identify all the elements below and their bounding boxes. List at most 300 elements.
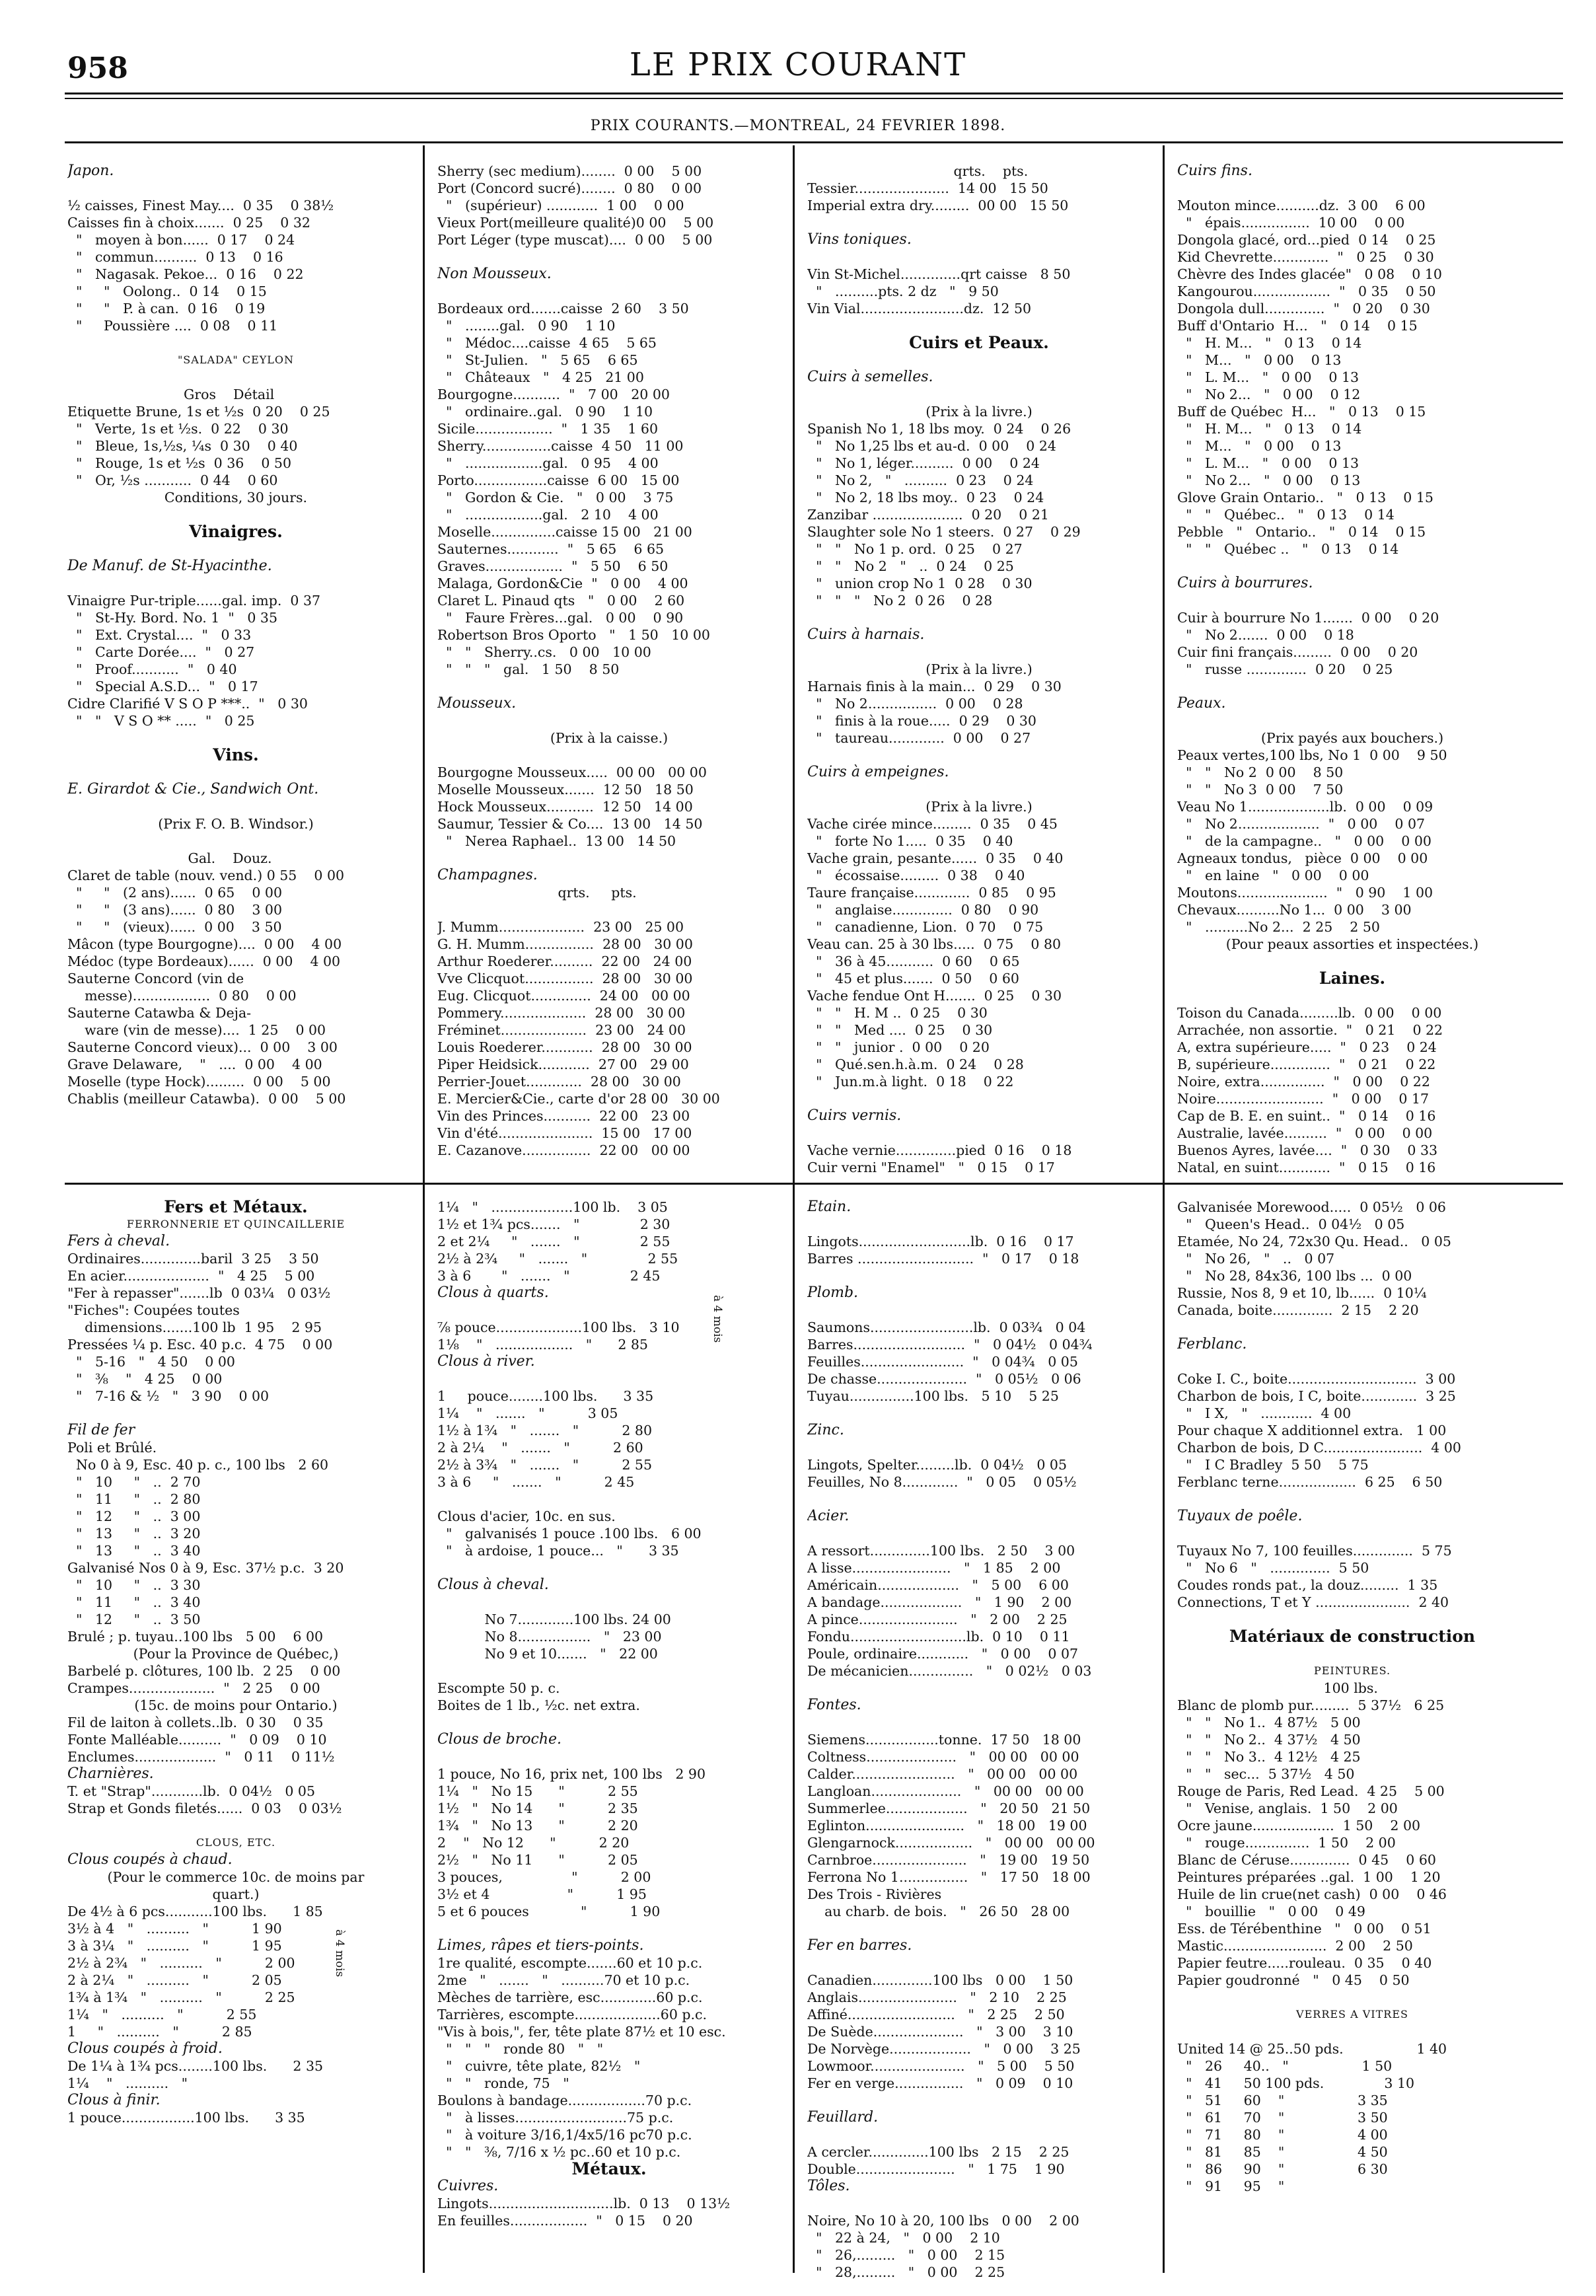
- price-list-dateline: PRIX COURANTS.—MONTREAL, 24 FEVRIER 1898.: [590, 118, 1006, 134]
- price-line: Coke I. C., boite.............................. 3 00: [1177, 1371, 1456, 1387]
- subsection-heading: Clous à cheval.: [437, 1576, 549, 1593]
- price-line: Pressées ¼ p. Esc. 40 p.c. 4 75 0 00: [67, 1337, 333, 1352]
- price-line: 2 à 2¼ " .......... " 2 05: [67, 1972, 282, 1988]
- price-line: (Pour la Province de Québec,): [133, 1646, 339, 1662]
- price-line: " 91 95 ": [1177, 2178, 1358, 2194]
- price-line: A, extra supérieure..... " 0 23 0 24: [1177, 1039, 1437, 1055]
- price-line: Américain................... " 5 00 6 00: [807, 1577, 1069, 1593]
- price-line: Claret de table (nouv. vend.) 0 55 0 00: [67, 868, 345, 883]
- section-heading: Cuirs et Peaux.: [909, 334, 1049, 352]
- price-line: Mèches de tarrière, esc.............60 p.c.: [437, 1989, 703, 2005]
- price-line: Tuyaux No 7, 100 feuilles.............. 5 75: [1177, 1543, 1452, 1559]
- price-line: " 41 50 100 pds. 3 10: [1177, 2075, 1415, 2091]
- price-line: " ..........No 2... 2 25 2 50: [1177, 919, 1380, 935]
- price-line: " (supérieur) ............ 1 00 0 00: [437, 198, 684, 213]
- price-line: Ferblanc terne.................. 6 25 6 50: [1177, 1474, 1443, 1490]
- price-line: Mâcon (type Bourgogne).... 0 00 4 00: [67, 936, 342, 952]
- price-line: Graves.................. " 5 50 6 50: [437, 558, 669, 574]
- price-line: Spanish No 1, 18 lbs moy. 0 24 0 26: [807, 421, 1071, 437]
- price-line: E. Cazanove................ 22 00 00 00: [437, 1142, 690, 1158]
- price-line: 3½ à 4 " .......... " 1 90: [67, 1921, 282, 1937]
- price-line: Barres.......................... " 0 04½ 0 04¾: [807, 1337, 1093, 1352]
- price-line: " finis à la roue..... 0 29 0 30: [807, 713, 1036, 729]
- price-line: Zanzibar ..................... 0 20 0 21: [807, 507, 1049, 523]
- price-line: Carnbroe...................... " 19 00 19 50: [807, 1852, 1090, 1868]
- price-line: [67, 575, 404, 592]
- price-line: PEINTURES.: [1313, 1664, 1391, 1677]
- price-line: " taureau............. 0 00 0 27: [807, 730, 1031, 746]
- terms-note: à 4 mois: [333, 1929, 346, 1978]
- price-line: 1¼ " ....... " 3 05: [437, 1405, 618, 1421]
- column-divider-2: [793, 145, 795, 2273]
- price-line: " 86 90 " 6 30: [1177, 2161, 1388, 2177]
- price-line: Enclumes................... " 0 11 0 11½: [67, 1749, 335, 1765]
- price-line: " Rouge, 1s et ½s 0 36 0 50: [67, 455, 292, 471]
- price-line: Blanc de plomb pur......... 5 37½ 6 25: [1177, 1697, 1445, 1713]
- price-line: Cuir à bourrure No 1....... 0 00 0 20: [1177, 610, 1439, 626]
- price-column-c3b: [807, 1199, 1151, 2281]
- price-line: Lingots, Spelter.........lb. 0 04½ 0 05: [807, 1457, 1067, 1473]
- price-line: " Jun.m.à light. 0 18 0 22: [807, 1074, 1014, 1090]
- price-line: " russe .............. 0 20 0 25: [1177, 661, 1393, 677]
- price-line: [807, 644, 1151, 661]
- price-line: [437, 283, 781, 300]
- price-line: [807, 214, 1151, 231]
- price-line: [437, 248, 781, 266]
- price-line: " " No 3 0 00 7 50: [1177, 782, 1344, 797]
- price-line: " " V S O ** ..... " 0 25: [67, 713, 255, 729]
- subsection-heading: Peaux.: [1177, 695, 1226, 712]
- price-line: Louis Roederer............ 28 00 30 00: [437, 1039, 692, 1055]
- price-line: Cap de B. E. en suint.. " 0 14 0 16: [1177, 1108, 1436, 1124]
- price-line: [1177, 953, 1527, 970]
- price-line: (Prix à la livre.): [925, 799, 1033, 815]
- price-line: [67, 180, 404, 197]
- price-line: " I X, " ............ 4 00: [1177, 1405, 1352, 1421]
- price-line: Mastic........................ 2 00 2 50: [1177, 1938, 1413, 1954]
- price-line: A ressort..............100 lbs. 2 50 3 00: [807, 1543, 1075, 1559]
- price-line: 2me " ....... " ..........70 et 10 p.c.: [437, 1972, 690, 1988]
- price-line: " M... " 0 00 0 13: [1177, 438, 1342, 454]
- section-divider: [65, 1183, 1563, 1185]
- price-line: qrts. pts.: [437, 885, 637, 901]
- price-line: A pince....................... " 2 00 2 25: [807, 1611, 1068, 1627]
- price-line: " " (2 ans)...... 0 65 0 00: [67, 885, 283, 901]
- price-line: A bandage................... " 1 90 2 00: [807, 1594, 1072, 1610]
- price-line: Moselle...............caisse 15 00 21 00: [437, 524, 692, 540]
- price-line: Tuyau...............100 lbs. 5 10 5 25: [807, 1388, 1059, 1404]
- price-line: Blanc de Céruse.............. 0 45 0 60: [1177, 1852, 1436, 1868]
- subsection-heading: Plomb.: [807, 1284, 859, 1301]
- price-line: " Faure Frères...gal. 0 00 0 90: [437, 610, 684, 626]
- price-line: Siemens.................tonne. 17 50 18 00: [807, 1732, 1081, 1748]
- price-line: 2½ " No 11 " 2 05: [437, 1852, 638, 1868]
- price-line: A cercler..............100 lbs 2 15 2 25: [807, 2144, 1070, 2160]
- price-line: [437, 901, 781, 918]
- price-line: [807, 2092, 1151, 2109]
- price-line: Escompte 50 p. c.: [437, 1680, 560, 1696]
- price-line: Kangourou.................. " 0 35 0 50: [1177, 283, 1436, 299]
- price-line: messe).................. 0 80 0 00: [67, 988, 297, 1004]
- price-line: 3½ et 4 " 1 95: [437, 1886, 647, 1902]
- price-line: [807, 1216, 1151, 1233]
- price-line: " 28,......... " 0 00 2 25: [807, 2264, 1005, 2280]
- price-line: Rouge de Paris, Red Lead. 4 25 5 00: [1177, 1783, 1445, 1799]
- price-line: [437, 1748, 781, 1765]
- price-line: [67, 334, 404, 352]
- price-line: Chablis (meilleur Catawba). 0 00 5 00: [67, 1091, 346, 1107]
- price-line: Robertson Bros Oporto " 1 50 10 00: [437, 627, 710, 643]
- price-line: Chevaux..........No 1... 0 00 3 00: [1177, 902, 1412, 918]
- price-line: " " No 3.. 4 12½ 4 25: [1177, 1749, 1361, 1765]
- price-line: Piper Heidsick............ 27 00 29 00: [437, 1056, 689, 1072]
- price-line: [807, 2195, 1151, 2212]
- price-line: E. Mercier&Cie., carte d'or 28 00 30 00: [437, 1091, 720, 1107]
- price-line: (Pour le commerce 10c. de moins par: [107, 1869, 365, 1885]
- price-line: [1177, 1645, 1527, 1662]
- price-line: Mouton mince..........dz. 3 00 6 00: [1177, 198, 1426, 213]
- price-line: (Prix à la livre.): [925, 404, 1033, 420]
- price-line: " " sec... 5 37½ 4 50: [1177, 1766, 1355, 1782]
- price-line: " No 2, " .......... 0 23 0 24: [807, 472, 1034, 488]
- price-line: Chèvre des Indes glacée" 0 08 0 10: [1177, 266, 1442, 282]
- price-line: 1¼ " No 15 " 2 55: [437, 1783, 638, 1799]
- price-line: " 22 à 24, " 0 00 2 10: [807, 2230, 1000, 2246]
- price-line: Double....................... " 1 75 1 90: [807, 2161, 1065, 2177]
- price-line: Grave Delaware, " .... 0 00 4 00: [67, 1056, 322, 1072]
- price-line: Porto.................caisse 6 00 15 00: [437, 472, 680, 488]
- subsection-heading: Charnières.: [67, 1765, 154, 1782]
- price-line: Papier goudronné " 0 45 0 50: [1177, 1972, 1410, 1988]
- subsection-heading: Vins toniques.: [807, 231, 912, 248]
- price-line: Vin St-Michel..............qrt caisse 8 50: [807, 266, 1071, 282]
- price-line: " No 6 " .............. 5 50: [1177, 1560, 1369, 1576]
- subsection-heading: Acier.: [807, 1508, 850, 1524]
- price-line: [807, 2126, 1151, 2143]
- price-line: " No 2....... 0 00 0 18: [1177, 627, 1354, 643]
- price-line: United 14 @ 25..50 pds. 1 40: [1177, 2041, 1447, 2057]
- price-line: [807, 747, 1151, 764]
- price-line: 1re qualité, escompte.......60 et 10 p.c.: [437, 1955, 703, 1971]
- price-line: " " H. M .. 0 25 0 30: [807, 1005, 988, 1021]
- price-line: Ocre jaune................... 1 50 2 00: [1177, 1818, 1421, 1833]
- subsection-heading: Cuirs vernis.: [807, 1107, 902, 1124]
- price-line: ware (vin de messe).... 1 25 0 00: [67, 1022, 326, 1038]
- price-line: Brulé ; p. tuyau..100 lbs 5 00 6 00: [67, 1629, 324, 1645]
- price-line: [437, 1559, 781, 1576]
- price-line: Saumons........................lb. 0 03¾ 0 04: [807, 1319, 1086, 1335]
- price-line: Sicile.................. " 1 35 1 60: [437, 421, 658, 437]
- price-line: 1¼ " .......... " 2 55: [67, 2007, 257, 2022]
- price-line: qrts. pts.: [807, 163, 1029, 179]
- price-line: Eug. Clicquot.............. 24 00 00 00: [437, 988, 690, 1004]
- price-line: Barres ........................... " 0 17 0 18: [807, 1251, 1079, 1267]
- price-line: 1 pouce, No 16, prix net, 100 lbs 2 90: [437, 1766, 706, 1782]
- price-line: [67, 798, 404, 815]
- price-line: Strap et Gonds filetés...... 0 03 0 03½: [67, 1800, 342, 1816]
- price-line: " Special A.S.D... " 0 17: [67, 679, 258, 694]
- price-line: [1177, 678, 1527, 695]
- price-line: Veau No 1...................lb. 0 00 0 09: [1177, 799, 1433, 815]
- price-line: " 81 85 " 4 50: [1177, 2144, 1388, 2160]
- price-column-c2b: [437, 1199, 781, 2229]
- section-heading: Métaux.: [571, 2161, 647, 2178]
- subsection-heading: Limes, râpes et tiers-points.: [437, 1937, 644, 1954]
- price-line: [807, 352, 1151, 369]
- price-line: [1177, 987, 1527, 1004]
- price-line: Arrachée, non assortie. " 0 21 0 22: [1177, 1022, 1443, 1038]
- price-line: " " ronde, 75 ": [437, 2075, 569, 2091]
- price-line: Anglais....................... " 2 10 2 25: [807, 1989, 1067, 2005]
- subsection-heading: Clous coupés à chaud.: [67, 1851, 233, 1868]
- price-line: " Gordon & Cie. " 0 00 3 75: [437, 490, 674, 505]
- price-line: Etiquette Brune, 1s et ½s 0 20 0 25: [67, 404, 330, 420]
- price-line: Buff de Québec H... " 0 13 0 15: [1177, 404, 1426, 420]
- price-line: Boulons à bandage..................70 p.c.: [437, 2092, 692, 2108]
- price-line: [1177, 180, 1527, 197]
- price-line: Canada, boite.............. 2 15 2 20: [1177, 1302, 1419, 1318]
- section-heading: Vinaigres.: [189, 523, 283, 540]
- price-line: 1½ et 1¾ pcs....... " 2 30: [437, 1216, 671, 1232]
- subsection-heading: E. Girardot & Cie., Sandwich Ont.: [67, 781, 319, 797]
- price-line: Dongola dull.............. " 0 20 0 30: [1177, 301, 1430, 316]
- price-line: " I C Bradley 5 50 5 75: [1177, 1457, 1369, 1473]
- price-line: Noire, No 10 à 20, 100 lbs 0 00 2 00: [807, 2213, 1079, 2229]
- subsection-heading: Japon.: [67, 163, 114, 179]
- price-line: [437, 1662, 781, 1680]
- price-line: " " Sherry..cs. 0 00 10 00: [437, 644, 651, 660]
- price-line: 1 pouce........100 lbs. 3 35: [437, 1388, 654, 1404]
- subsection-heading: Fers à cheval.: [67, 1233, 170, 1249]
- price-line: Gal. Douz.: [67, 850, 272, 866]
- price-line: Port (Concord sucré)........ 0 80 0 00: [437, 180, 702, 196]
- price-line: Imperial extra dry......... 00 00 15 50: [807, 198, 1069, 213]
- subsection-heading: Clous à quarts.: [437, 1284, 549, 1301]
- price-line: De 4½ à 6 pcs...........100 lbs. 1 85: [67, 1904, 323, 1919]
- price-line: [67, 1405, 404, 1422]
- price-line: " ordinaire..gal. 0 90 1 10: [437, 404, 653, 420]
- price-line: [807, 386, 1151, 403]
- price-line: [437, 850, 781, 867]
- price-line: " 71 80 " 4 00: [1177, 2127, 1388, 2143]
- price-line: " " " gal. 1 50 8 50: [437, 661, 620, 677]
- price-line: " " Québec.. " 0 13 0 14: [1177, 507, 1395, 523]
- price-line: " 51 60 " 3 35: [1177, 2092, 1388, 2108]
- column-divider-3: [1163, 145, 1165, 2273]
- subsection-heading: Cuivres.: [437, 2178, 499, 2194]
- price-line: [807, 317, 1151, 334]
- price-line: Huile de lin crue(net cash) 0 00 0 46: [1177, 1886, 1447, 1902]
- price-line: Claret L. Pinaud qts " 0 00 2 60: [437, 593, 685, 609]
- price-line: " anglaise.............. 0 80 0 90: [807, 902, 1039, 918]
- price-line: Boites de 1 lb., ½c. net extra.: [437, 1697, 640, 1713]
- price-line: " " P. à can. 0 16 0 19: [67, 301, 266, 316]
- price-line: 2½ à 2¾ " .......... " 2 00: [67, 1955, 295, 1971]
- price-line: " union crop No 1 0 28 0 30: [807, 575, 1033, 591]
- price-line: "Fer à repasser".......lb 0 03¼ 0 03½: [67, 1285, 331, 1301]
- price-line: Noire, extra............... " 0 00 0 22: [1177, 1074, 1430, 1090]
- price-line: " Or, ½s ........... 0 44 0 60: [67, 472, 278, 488]
- price-line: Moselle (type Hock)......... 0 00 5 00: [67, 1074, 331, 1090]
- price-line: 5 et 6 pouces " 1 90: [437, 1904, 661, 1919]
- price-line: Taure française............. 0 85 0 95: [807, 885, 1056, 901]
- price-line: " rouge............... 1 50 2 00: [1177, 1835, 1396, 1851]
- price-line: " No 1,25 lbs et au-d. 0 00 0 24: [807, 438, 1056, 454]
- price-line: " 11 " .. 2 80: [67, 1491, 201, 1507]
- price-line: [1177, 1611, 1527, 1628]
- price-line: [1177, 712, 1527, 729]
- price-line: "Vis à bois,", fer, tête plate 87½ et 10 esc.: [437, 2024, 726, 2040]
- price-line: dimensions.......100 lb 1 95 2 95: [67, 1319, 322, 1335]
- subsection-heading: Cuirs à semelles.: [807, 369, 933, 385]
- price-line: Des Trois - Rivières: [807, 1886, 942, 1902]
- price-line: Peaux vertes,100 lbs, No 1 0 00 9 50: [1177, 747, 1447, 763]
- price-line: " No 28, 84x36, 100 lbs ... 0 00: [1177, 1268, 1412, 1284]
- price-line: Harnais finis à la main... 0 29 0 30: [807, 679, 1062, 694]
- price-line: Vieux Port(meilleure qualité)0 00 5 00: [437, 215, 714, 231]
- price-line: (Prix à la livre.): [925, 661, 1033, 677]
- price-line: " 5-16 " 4 50 0 00: [67, 1354, 235, 1370]
- subsection-heading: Cuirs à empeignes.: [807, 764, 949, 780]
- price-line: En acier.................... " 4 25 5 00: [67, 1268, 315, 1284]
- price-line: [807, 1491, 1151, 1508]
- price-line: Natal, en suint............ " 0 15 0 16: [1177, 1160, 1436, 1175]
- price-line: " " No 2 0 00 8 50: [1177, 764, 1344, 780]
- price-line: " Queen's Head.. 0 04½ 0 05: [1177, 1216, 1405, 1232]
- price-line: " ..................gal. 0 95 4 00: [437, 455, 659, 471]
- price-line: " H. M... " 0 13 0 14: [1177, 335, 1362, 351]
- price-line: " en laine " 0 00 0 00: [1177, 868, 1369, 883]
- price-column-c4a: [1177, 163, 1527, 1176]
- price-line: [1177, 1525, 1527, 1542]
- price-line: [807, 1920, 1151, 1937]
- price-line: (Pour peaux assorties et inspectées.): [1225, 936, 1479, 952]
- price-line: De Suède..................... " 3 00 3 10: [807, 2024, 1073, 2040]
- price-line: 1¼ " ...................100 lb. 3 05: [437, 1199, 668, 1215]
- price-line: Coudes ronds pat., la douz......... 1 35: [1177, 1577, 1438, 1593]
- price-line: 3 pouces, " 2 00: [437, 1869, 651, 1885]
- price-line: Fréminet.................... 23 00 24 00: [437, 1022, 686, 1038]
- price-line: " 61 70 " 3 50: [1177, 2110, 1388, 2126]
- price-line: " No 2... " 0 00 0 13: [1177, 472, 1361, 488]
- price-line: Bourgogne........... " 7 00 20 00: [437, 387, 670, 402]
- price-line: Etamée, No 24, 72x30 Qu. Head.. 0 05: [1177, 1234, 1451, 1249]
- price-line: (15c. de moins pour Ontario.): [134, 1697, 338, 1713]
- subsection-heading: Etain.: [807, 1199, 852, 1215]
- price-line: [1177, 1353, 1527, 1370]
- price-line: Ferrona No 1................ " 17 50 18 00: [807, 1869, 1091, 1885]
- price-line: Vinaigre Pur-triple......gal. imp. 0 37: [67, 593, 321, 609]
- price-line: Veau can. 25 à 30 lbs..... 0 75 0 80: [807, 936, 1062, 952]
- price-line: [67, 369, 404, 386]
- price-line: " Bleue, 1s,½s, ¼s 0 30 0 40: [67, 438, 298, 454]
- price-line: Port Léger (type muscat).... 0 00 5 00: [437, 232, 713, 248]
- price-line: Vache grain, pesante...... 0 35 0 40: [807, 850, 1064, 866]
- page-number: 958: [67, 52, 128, 85]
- price-line: No 9 et 10....... " 22 00: [437, 1646, 658, 1662]
- price-line: Affiné......................... " 2 25 2 50: [807, 2007, 1065, 2022]
- price-line: " Nerea Raphael.. 13 00 14 50: [437, 833, 676, 849]
- price-line: " ..........pts. 2 dz " 9 50: [807, 283, 999, 299]
- price-line: Vache vernie..............pied 0 16 0 18: [807, 1142, 1072, 1158]
- price-line: 1¾ à 1¾ " .......... " 2 25: [67, 1989, 295, 2005]
- price-column-c1b: [67, 1199, 404, 2126]
- price-line: Ess. de Térébenthine " 0 00 0 51: [1177, 1921, 1432, 1937]
- price-line: [437, 1370, 781, 1388]
- subsection-heading: Fer en barres.: [807, 1937, 912, 1954]
- subsection-heading: Tôles.: [807, 2178, 850, 2194]
- price-line: " 13 " .. 3 20: [67, 1526, 201, 1541]
- price-line: " L. M... " 0 00 0 13: [1177, 455, 1360, 471]
- price-line: [437, 1714, 781, 1731]
- price-line: Lingots..........................lb. 0 16 0 17: [807, 1234, 1074, 1249]
- subsection-heading: Cuirs à harnais.: [807, 626, 925, 643]
- price-line: " " (vieux)...... 0 00 3 50: [67, 919, 282, 935]
- price-line: " à voiture 3/16,1/4x5/16 pc70 p.c.: [437, 2127, 692, 2143]
- subsection-heading: Mousseux.: [437, 695, 517, 712]
- price-line: J. Mumm.................... 23 00 25 00: [437, 919, 684, 935]
- price-line: Canadien..............100 lbs 0 00 1 50: [807, 1972, 1073, 1988]
- price-line: Galvanisée Morewood..... 0 05½ 0 06: [1177, 1199, 1446, 1215]
- column-divider-1: [423, 145, 425, 2273]
- price-line: " 7-16 & ½ " 3 90 0 00: [67, 1388, 270, 1404]
- price-line: Ordinaires..............baril 3 25 3 50: [67, 1251, 319, 1267]
- price-line: Vve Clicquot................ 28 00 30 00: [437, 971, 693, 986]
- price-line: " " Québec .. " 0 13 0 14: [1177, 541, 1399, 557]
- price-line: G. H. Mumm................ 28 00 30 00: [437, 936, 693, 952]
- price-line: " 45 et plus....... 0 50 0 60: [807, 971, 1019, 986]
- price-line: 3 à 3¼ " .......... " 1 95: [67, 1938, 282, 1954]
- price-line: " " junior . 0 00 0 20: [807, 1039, 990, 1055]
- price-line: Feuilles........................ " 0 04¾ 0 05: [807, 1354, 1078, 1370]
- price-line: " Verte, 1s et ½s. 0 22 0 30: [67, 421, 289, 437]
- price-line: [437, 1491, 781, 1508]
- price-line: Bourgogne Mousseux..... 00 00 00 00: [437, 764, 707, 780]
- price-line: " M... " 0 00 0 13: [1177, 352, 1342, 368]
- price-line: " Châteaux " 4 25 21 00: [437, 369, 644, 385]
- price-line: Cuir fini français......... 0 00 0 20: [1177, 644, 1418, 660]
- price-line: [1177, 1319, 1527, 1336]
- price-line: [437, 1920, 781, 1937]
- price-line: Hock Mousseux........... 12 50 14 00: [437, 799, 693, 815]
- price-line: [67, 764, 404, 781]
- price-line: " ⅜ " 4 25 0 00: [67, 1371, 223, 1387]
- price-line: [437, 1594, 781, 1611]
- price-line: " 26,......... " 0 00 2 15: [807, 2247, 1005, 2263]
- price-line: 1¼ " .......... ": [67, 2075, 231, 2091]
- price-line: au charb. de bois. " 26 50 28 00: [807, 1904, 1070, 1919]
- price-line: " " " ronde 80 " ": [437, 2041, 604, 2057]
- price-line: [807, 1302, 1151, 1319]
- subsection-heading: Champagnes.: [437, 867, 538, 883]
- price-line: " moyen à bon...... 0 17 0 24: [67, 232, 295, 248]
- price-line: Fil de laiton à collets..lb. 0 30 0 35: [67, 1715, 324, 1730]
- price-line: Vin Vial........................dz. 12 50: [807, 301, 1032, 316]
- price-line: [437, 712, 781, 729]
- price-line: " épais................ 10 00 0 00: [1177, 215, 1405, 231]
- price-line: Poli et Brûlé.: [67, 1440, 157, 1456]
- price-line: Sherry................caisse 4 50 11 00: [437, 438, 684, 454]
- subsection-heading: Zinc.: [807, 1422, 844, 1438]
- price-line: Langloan..................... " 00 00 00 00: [807, 1783, 1084, 1799]
- price-line: [807, 1090, 1151, 1107]
- section-heading: Vins.: [213, 747, 259, 764]
- price-line: Pebble " Ontario.. " 0 14 0 15: [1177, 524, 1426, 540]
- price-line: " 13 " .. 3 40: [67, 1543, 201, 1559]
- price-line: Gros Détail: [67, 387, 275, 402]
- price-line: Coltness..................... " 00 00 00 00: [807, 1749, 1079, 1765]
- subsection-heading: Non Mousseux.: [437, 266, 552, 282]
